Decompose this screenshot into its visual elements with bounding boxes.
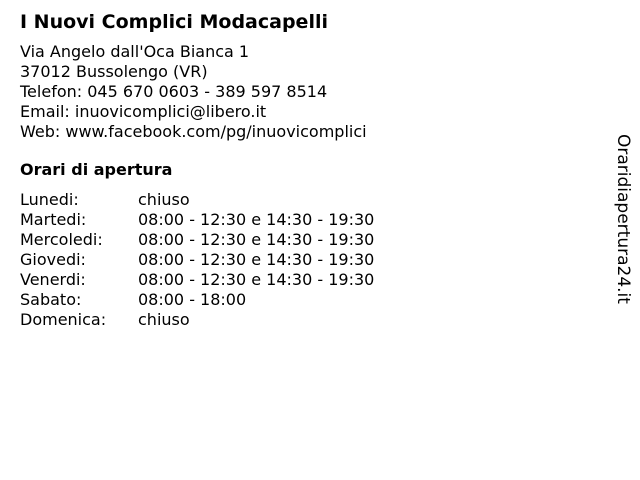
hours-day: Lunedi: — [20, 190, 79, 209]
hours-row-martedi — [20, 210, 600, 230]
hours-day: Sabato: — [20, 290, 82, 309]
hours-time: 08:00 - 18:00 — [138, 290, 247, 309]
hours-time: 08:00 - 12:30 e 14:30 - 19:30 — [138, 250, 375, 269]
hours-row-venerdi — [20, 270, 600, 290]
hours-row-giovedi — [20, 250, 600, 270]
business-name: I Nuovi Complici Modacapelli — [20, 11, 328, 33]
hours-day: Giovedi: — [20, 250, 86, 269]
hours-day: Domenica: — [20, 310, 107, 329]
hours-row-lunedi — [20, 190, 600, 210]
business-card — [20, 10, 600, 330]
hours-day: Martedi: — [20, 210, 87, 229]
email-row — [20, 102, 600, 122]
web-row — [20, 122, 600, 142]
email-value[interactable]: inuovicomplici@libero.it — [74, 102, 267, 121]
hours-time: chiuso — [138, 190, 190, 209]
hours-time: chiuso — [138, 310, 190, 329]
address-line-1: Via Angelo dall'Oca Bianca 1 — [20, 42, 250, 61]
web-link[interactable]: www.facebook.com/pg/inuovicomplici — [65, 122, 367, 141]
hours-row-sabato — [20, 290, 600, 310]
hours-time: 08:00 - 12:30 e 14:30 - 19:30 — [138, 230, 375, 249]
hours-day: Venerdi: — [20, 270, 86, 289]
site-brand-vertical: Oraridiapertura24.it — [613, 134, 633, 304]
hours-row-domenica — [20, 310, 600, 330]
email-label: Email: — [20, 102, 70, 121]
address-line-2: 37012 Bussolengo (VR) — [20, 62, 208, 81]
opening-hours-heading: Orari di apertura — [20, 160, 173, 179]
hours-row-mercoledi — [20, 230, 600, 250]
hours-time: 08:00 - 12:30 e 14:30 - 19:30 — [138, 210, 375, 229]
phone-label: Telefon: — [20, 82, 83, 101]
web-label: Web: — [20, 122, 61, 141]
phone-value[interactable]: 045 670 0603 - 389 597 8514 — [87, 82, 328, 101]
hours-time: 08:00 - 12:30 e 14:30 - 19:30 — [138, 270, 375, 289]
phone-row — [20, 82, 600, 102]
hours-day: Mercoledi: — [20, 230, 103, 249]
